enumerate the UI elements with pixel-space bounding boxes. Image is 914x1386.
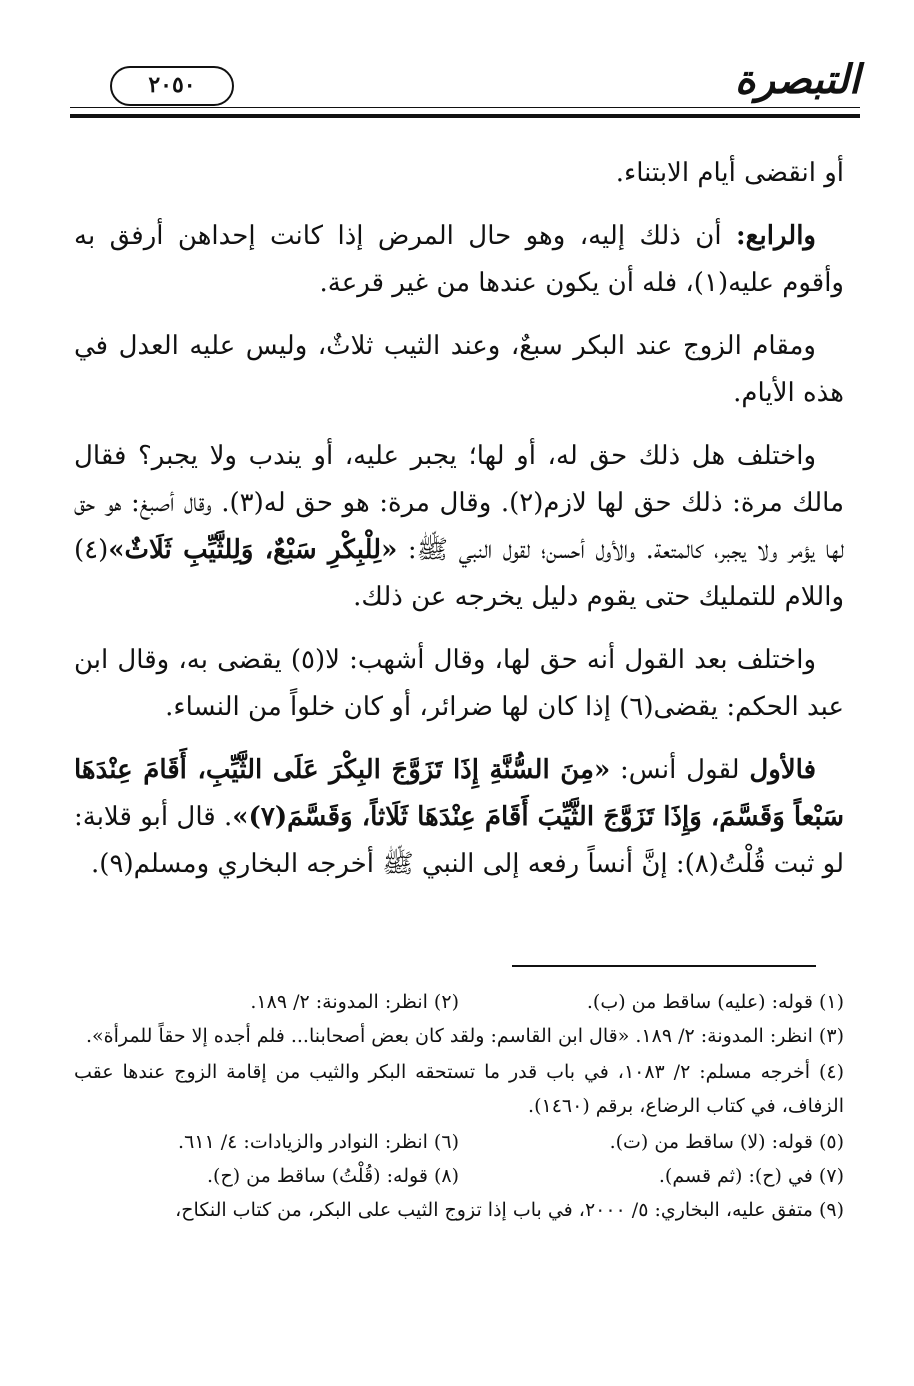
page-header xyxy=(70,52,860,116)
footnote-row xyxy=(74,1125,844,1159)
footnote-9: (٩) متفق عليه، البخاري: ٥/ ٢٠٠٠، في باب إذا تزوج الثيب على البكر، من كتاب النكاح، xyxy=(175,1199,844,1221)
paragraph-2-text: أن ذلك إليه، وهو حال المرض إذا كانت إحداهن أرفق به وأقوم عليه(١)، فله أن يكون عندها من غير قرعة. xyxy=(74,221,844,298)
footnote-separator xyxy=(512,965,816,967)
footnote-6: (٦) انظر: النوادر والزيادات: ٤/ ٦١١. xyxy=(178,1131,459,1153)
paragraph-6-lead: فالأول xyxy=(749,755,816,785)
paragraph-2-lead: والرابع: xyxy=(736,221,816,251)
header-rule xyxy=(70,114,860,118)
paragraph-6-hadith: «مِنَ السُّنَّةِ إِذَا تَزَوَّجَ البِكْرَ عَلَى الثَّيِّبِ، أَقَامَ عِنْدَهَا سَبْعاً وَقَسَّمَ، وَإِذَا تَزَوَّجَ الثَّيِّبَ أَقَامَ عِنْدَهَا ثَلَاثاً، وَقَسَّمَ(٧)» xyxy=(74,755,844,832)
paragraph-5 xyxy=(74,637,844,731)
paragraph-3 xyxy=(74,323,844,417)
paragraph-6 xyxy=(74,747,844,888)
paragraph-6-text-1: لقول أنس: xyxy=(610,755,750,785)
book-title-logo: التبصرة xyxy=(734,56,860,103)
paragraph-4-end: (٤) واللام للتمليك حتى يقوم دليل يخرجه عن ذلك. xyxy=(74,535,844,612)
paragraph-3-text: ومقام الزوج عند البكر سبعٌ، وعند الثيب ثلاثٌ، وليس عليه العدل في هذه الأيام. xyxy=(74,331,844,408)
paragraph-4 xyxy=(74,433,844,621)
footnote-3: (٣) انظر: المدونة: ٢/ ١٨٩. «قال ابن القاسم: ولقد كان بعض أصحابنا... فلم أجده إلا حقاً للمرأة». xyxy=(85,1025,844,1047)
paragraph-1 xyxy=(74,150,844,197)
paragraph-4-hadith: «لِلْبِكْرِ سَبْعٌ، وَلِلثَّيِّبِ ثَلَاثٌ» xyxy=(108,535,398,565)
footnote-8: (٨) قوله: (قُلْتُ) ساقط من (ح). xyxy=(207,1165,459,1187)
paragraph-1-text: أو انقضى أيام الابتناء. xyxy=(615,158,844,188)
main-text xyxy=(74,150,844,904)
footnote-7: (٧) في (ح): (ثم قسم). xyxy=(658,1165,844,1187)
footnote-5: (٥) قوله: (لا) ساقط من (ت). xyxy=(609,1131,844,1153)
footnote-4: (٤) أخرجه مسلم: ٢/ ١٠٨٣، في باب قدر ما تستحقه البكر والثيب من إقامة الزوج عندها عقب الزفاف، في كتاب الرضاع، برقم (١٤٦٠). xyxy=(74,1061,845,1117)
footnote-2: (٢) انظر: المدونة: ٢/ ١٨٩. xyxy=(250,991,459,1013)
footnote-row xyxy=(74,1159,844,1193)
footnote-row xyxy=(74,985,844,1019)
paragraph-4-text: واختلف هل ذلك حق له، أو لها؛ يجبر عليه، أو يندب ولا يجبر؟ فقال مالك مرة: ذلك حق لها لازم(٢). وقال مرة: هو حق له(٣). وقال أصبغ: هو حق لها يؤمر ولا يجبر، كالمتعة. والأول أحسن؛ لقول النبي ﷺ: xyxy=(74,441,845,565)
footnote-1: (١) قوله: (عليه) ساقط من (ب). xyxy=(586,991,844,1013)
paragraph-2 xyxy=(74,213,844,307)
footnotes xyxy=(74,985,844,1229)
page-number: ٢٠٥٠ xyxy=(110,66,234,106)
paragraph-5-text: واختلف بعد القول أنه حق لها، وقال أشهب: لا(٥) يقضى به، وقال ابن عبد الحكم: يقضى(٦) إذا كان لها ضرائر، أو كان خلواً من النساء. xyxy=(74,645,844,722)
paragraph-6-text-2: . قال أبو قلابة: لو ثبت قُلْتُ(٨): إنَّ أنساً رفعه إلى النبي ﷺ أخرجه البخاري ومسلم(٩). xyxy=(74,802,844,879)
